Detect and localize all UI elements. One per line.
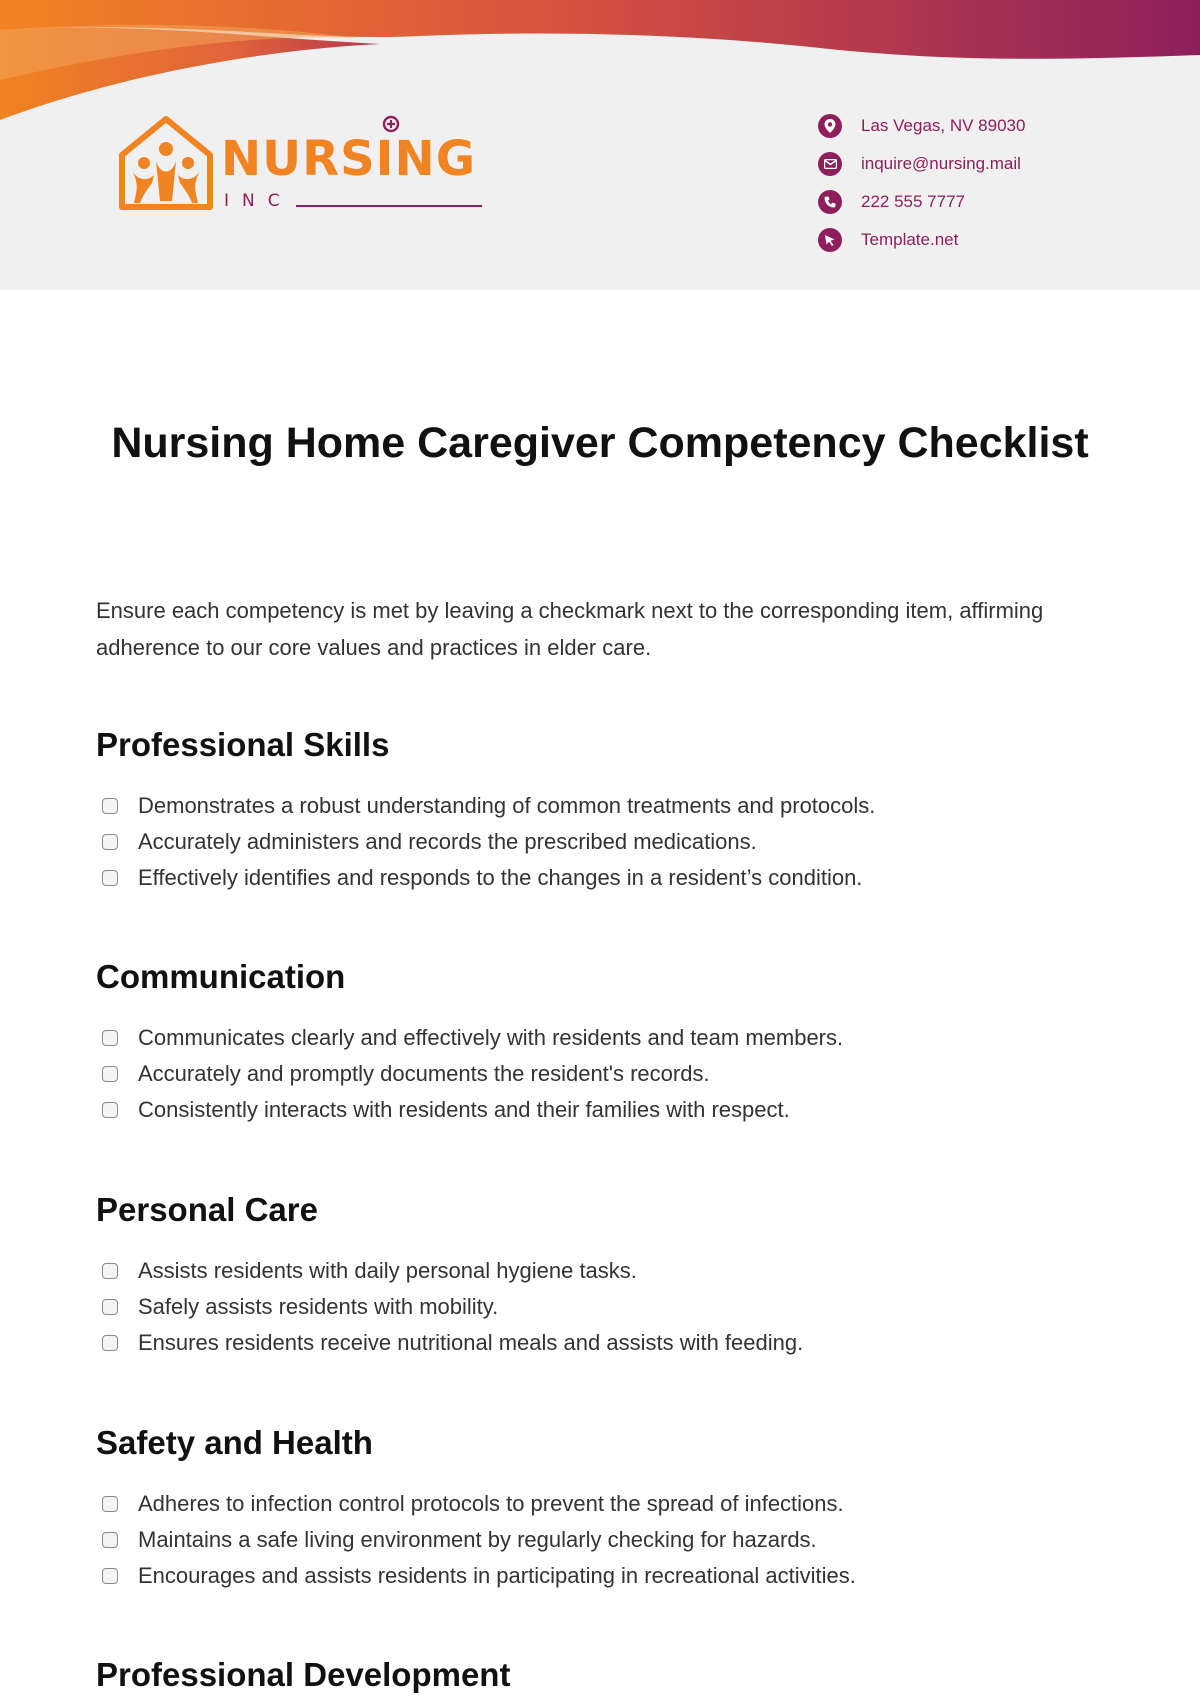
section-professional-skills (96, 725, 1116, 890)
phone-icon (818, 190, 842, 214)
checkbox[interactable] (102, 870, 118, 886)
checklist-item (102, 860, 875, 896)
website-link[interactable]: Template.net (861, 230, 959, 249)
checkbox[interactable] (102, 1532, 118, 1548)
logo-wordmark: NURSING (221, 131, 477, 187)
nursing-inc-logo (116, 115, 496, 215)
checklist-item-text: Consistently interacts with residents and their families with respect. (138, 1097, 790, 1122)
section-heading: Communication (96, 958, 346, 995)
address-text: Las Vegas, NV 89030 (861, 116, 1026, 135)
contact-address (818, 107, 1025, 145)
phone-text: 222 555 7777 (861, 192, 965, 211)
section-professional-development (96, 1655, 1116, 1695)
contact-website (818, 221, 1025, 259)
cursor-icon (818, 228, 842, 252)
checkbox[interactable] (102, 1066, 118, 1082)
section-heading: Professional Development (96, 1656, 511, 1693)
checklist (102, 788, 875, 896)
section-heading: Professional Skills (96, 726, 390, 763)
section-communication (96, 957, 1116, 1122)
checklist-item-text: Assists residents with daily personal hygiene tasks. (138, 1258, 637, 1283)
checklist-item (102, 1325, 803, 1361)
checklist-item (102, 824, 875, 860)
checkbox[interactable] (102, 1299, 118, 1315)
section-heading: Safety and Health (96, 1424, 373, 1461)
checklist-item (102, 1020, 843, 1056)
checklist (102, 1020, 843, 1128)
house-family-icon (116, 115, 216, 211)
intro-paragraph: Ensure each competency is met by leaving a checkmark next to the corresponding item, affirming adherence to our core values and practices in elder care. (96, 598, 1044, 660)
checklist-item-text: Ensures residents receive nutritional meals and assists with feeding. (138, 1330, 804, 1355)
checklist-item (102, 1486, 856, 1522)
checklist-item (102, 1522, 856, 1558)
contact-phone (818, 183, 1025, 221)
logo-underline (296, 205, 482, 207)
section-heading: Personal Care (96, 1191, 318, 1228)
checkbox[interactable] (102, 1335, 118, 1351)
section-safety-and-health (96, 1423, 1116, 1588)
checklist-item-text: Encourages and assists residents in participating in recreational activities. (138, 1563, 856, 1588)
checkbox[interactable] (102, 834, 118, 850)
checklist-item (102, 1289, 803, 1325)
checklist-item-text: Accurately and promptly documents the resident's records. (138, 1061, 710, 1086)
contact-email (818, 145, 1025, 183)
checkbox[interactable] (102, 1568, 118, 1584)
checkbox[interactable] (102, 1496, 118, 1512)
checklist-item-text: Accurately administers and records the prescribed medications. (138, 829, 757, 854)
checkbox[interactable] (102, 1030, 118, 1046)
checkbox[interactable] (102, 798, 118, 814)
checklist-item (102, 1253, 803, 1289)
location-pin-icon (818, 114, 842, 138)
checklist-item-text: Adheres to infection control protocols to prevent the spread of infections. (138, 1491, 844, 1516)
checklist (102, 1486, 856, 1594)
contact-info (818, 107, 1025, 259)
checklist-item (102, 1558, 856, 1594)
checkbox[interactable] (102, 1102, 118, 1118)
checklist-item-text: Demonstrates a robust understanding of common treatments and protocols. (138, 793, 876, 818)
logo-subtext: INC (224, 191, 293, 211)
checklist-item-text: Effectively identifies and responds to the changes in a resident’s condition. (138, 865, 863, 890)
email-link[interactable]: inquire@nursing.mail (861, 154, 1021, 173)
email-icon (818, 152, 842, 176)
checklist-item-text: Safely assists residents with mobility. (138, 1294, 499, 1319)
checkbox[interactable] (102, 1263, 118, 1279)
checklist-item (102, 788, 875, 824)
header-banner (0, 0, 1200, 290)
checklist-item (102, 1092, 843, 1128)
section-personal-care (96, 1190, 1116, 1355)
checklist-item (102, 1056, 843, 1092)
checklist-item-text: Communicates clearly and effectively with residents and team members. (138, 1025, 844, 1050)
page-title: Nursing Home Caregiver Competency Checklist (111, 419, 1089, 467)
checklist (102, 1253, 803, 1361)
checklist-item-text: Maintains a safe living environment by regularly checking for hazards. (138, 1527, 817, 1552)
